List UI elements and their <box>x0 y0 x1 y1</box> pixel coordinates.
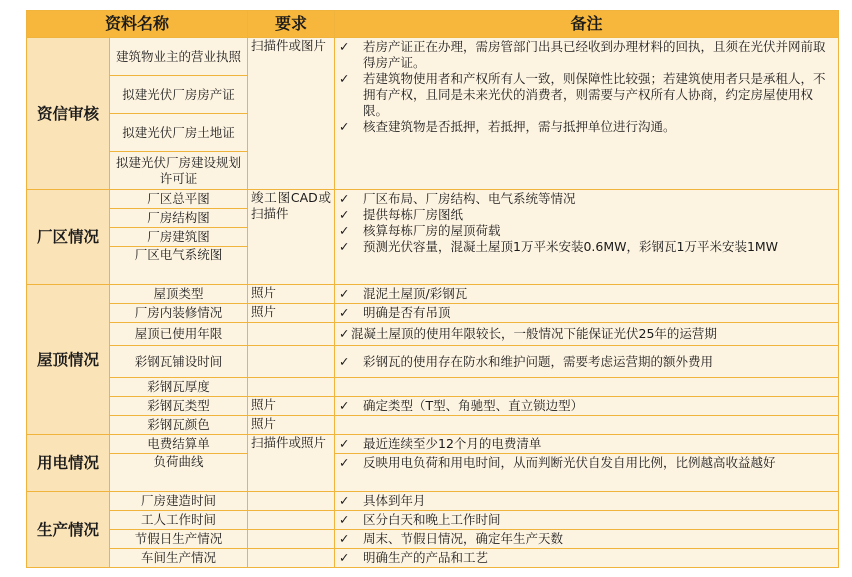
requirement-cell <box>248 549 335 568</box>
remarks-cell <box>335 285 839 304</box>
remarks-cell <box>335 323 839 346</box>
remark-line <box>339 207 832 223</box>
section-electricity: 用电情况 <box>27 435 110 492</box>
item-cell: 厂区电气系统图 <box>110 247 248 285</box>
check-mark-icon: ✓ <box>339 223 350 238</box>
table-row <box>27 323 839 346</box>
requirement-cell <box>248 378 335 397</box>
check-mark-icon: ✓ <box>339 286 350 301</box>
table-row <box>27 435 839 454</box>
item-cell: 彩钢瓦铺设时间 <box>110 346 248 378</box>
requirement-cell <box>248 530 335 549</box>
remark-line <box>339 455 832 471</box>
requirement-cell <box>248 38 335 190</box>
item-cell: 电费结算单 <box>110 435 248 454</box>
remarks-cell <box>335 346 839 378</box>
section-production: 生产情况 <box>27 492 110 568</box>
remark-line <box>339 398 832 414</box>
remark-line <box>339 286 832 302</box>
remarks-cell <box>335 454 839 492</box>
remark-line <box>339 305 832 321</box>
table-row <box>27 378 839 397</box>
check-mark-icon: ✓ <box>339 436 350 451</box>
item-cell: 车间生产情况 <box>110 549 248 568</box>
remark-line <box>339 223 832 239</box>
table-row <box>27 416 839 435</box>
remark-text: 明确是否有吊顶 <box>363 305 451 320</box>
remark-line <box>339 71 832 119</box>
remark-line <box>339 326 832 342</box>
item-cell: 拟建光伏厂房房产证 <box>110 76 248 114</box>
table-row <box>27 454 839 492</box>
item-cell: 工人工作时间 <box>110 511 248 530</box>
remark-line <box>339 239 832 255</box>
check-mark-icon: ✓ <box>339 71 350 86</box>
item-cell: 厂房内装修情况 <box>110 304 248 323</box>
check-mark-icon: ✓ <box>339 207 350 222</box>
remark-text: 核查建筑物是否抵押，若抵押，需与抵押单位进行沟通。 <box>363 119 676 134</box>
requirement-cell <box>248 346 335 378</box>
remarks-cell <box>335 397 839 416</box>
check-mark-icon: ✓ <box>339 353 350 369</box>
requirement-cell <box>248 190 335 285</box>
table-row <box>27 190 839 209</box>
remarks-cell <box>335 416 839 435</box>
check-mark-icon: ✓ <box>339 455 350 470</box>
requirement-text: 扫描件或图片 <box>251 38 327 53</box>
requirement-cell: 照片 <box>248 304 335 323</box>
item-cell: 负荷曲线 <box>110 454 248 492</box>
remark-text: 确定类型（T型、角驰型、直立锁边型） <box>363 398 584 413</box>
remark-line <box>339 191 832 207</box>
check-mark-icon: ✓ <box>339 305 350 320</box>
remark-line <box>339 119 832 135</box>
section-plant-area: 厂区情况 <box>27 190 110 285</box>
table-row <box>27 38 839 76</box>
table-row <box>27 346 839 378</box>
item-cell: 厂区总平图 <box>110 190 248 209</box>
check-mark-icon: ✓ <box>339 550 350 565</box>
item-cell: 厂房结构图 <box>110 209 248 228</box>
remark-text: 混凝土屋顶的使用年限较长，一般情况下能保证光伏25年的运营期 <box>351 326 717 341</box>
item-cell: 厂房建筑图 <box>110 228 248 247</box>
remarks-cell <box>335 492 839 511</box>
remarks-cell <box>335 378 839 397</box>
requirement-cell <box>248 323 335 346</box>
remarks-cell <box>335 435 839 454</box>
check-mark-icon: ✓ <box>339 398 350 413</box>
remark-line <box>339 493 832 509</box>
item-cell: 屋顶类型 <box>110 285 248 304</box>
remark-text: 若房产证正在办理，需房管部门出具已经收到办理材料的回执，且须在光伏并网前取得房产证。 <box>363 39 826 70</box>
remark-line <box>339 436 832 452</box>
table-row <box>27 511 839 530</box>
item-cell: 彩钢瓦厚度 <box>110 378 248 397</box>
item-cell: 节假日生产情况 <box>110 530 248 549</box>
remark-text: 区分白天和晚上工作时间 <box>363 512 501 527</box>
table-row <box>27 492 839 511</box>
remark-text: 若建筑物使用者和产权所有人一致，则保障性比较强；若建筑使用者只是承租人，不拥有产权，且同是未来光伏的消费者，则需要与产权所有人协商，约定房屋使用权限。 <box>363 71 826 118</box>
section-roof: 屋顶情况 <box>27 285 110 435</box>
check-mark-icon: ✓ <box>339 39 350 54</box>
header-document-name: 资料名称 <box>27 11 248 38</box>
remark-line <box>339 512 832 528</box>
item-cell: 拟建光伏厂房建设规划许可证 <box>110 152 248 190</box>
requirement-cell <box>248 435 335 492</box>
check-mark-icon: ✓ <box>339 191 350 206</box>
header-requirement: 要求 <box>248 11 335 38</box>
requirement-cell <box>248 492 335 511</box>
remark-text: 周末、节假日情况，确定年生产天数 <box>363 531 564 546</box>
item-cell: 厂房建造时间 <box>110 492 248 511</box>
item-cell: 屋顶已使用年限 <box>110 323 248 346</box>
table-row <box>27 304 839 323</box>
requirement-cell <box>248 511 335 530</box>
check-mark-icon: ✓ <box>339 326 350 341</box>
header-remarks: 备注 <box>335 11 839 38</box>
remark-line <box>339 354 832 370</box>
remark-text: 彩钢瓦的使用存在防水和维护问题，需要考虑运营期的额外费用 <box>363 353 714 369</box>
item-cell: 建筑物业主的营业执照 <box>110 38 248 76</box>
remarks-cell <box>335 511 839 530</box>
remark-text: 明确生产的产品和工艺 <box>363 550 489 565</box>
remarks-cell <box>335 190 839 285</box>
remark-text: 混泥土屋顶/彩钢瓦 <box>363 286 468 301</box>
table-row <box>27 549 839 568</box>
check-mark-icon: ✓ <box>339 531 350 546</box>
table-row <box>27 285 839 304</box>
remark-line <box>339 550 832 566</box>
requirement-text: 竣工图CAD或扫描件 <box>251 190 332 221</box>
remarks-cell <box>335 530 839 549</box>
section-credit-review: 资信审核 <box>27 38 110 190</box>
requirement-cell: 照片 <box>248 285 335 304</box>
remark-line <box>339 531 832 547</box>
remark-line <box>339 39 832 71</box>
remarks-cell <box>335 304 839 323</box>
remark-text: 核算每栋厂房的屋顶荷载 <box>363 223 501 238</box>
table-row <box>27 397 839 416</box>
remarks-cell <box>335 38 839 190</box>
remark-text: 厂区布局、厂房结构、电气系统等情况 <box>363 191 576 206</box>
check-mark-icon: ✓ <box>339 493 350 508</box>
item-cell: 拟建光伏厂房土地证 <box>110 114 248 152</box>
requirements-table <box>26 10 838 565</box>
remark-text: 具体到年月 <box>363 493 426 508</box>
remark-text: 反映用电负荷和用电时间，从而判断光伏自发自用比例，比例越高收益越好 <box>363 455 776 470</box>
check-mark-icon: ✓ <box>339 512 350 527</box>
header-row <box>27 11 839 38</box>
table-row <box>27 530 839 549</box>
check-mark-icon: ✓ <box>339 239 350 254</box>
check-mark-icon: ✓ <box>339 119 350 134</box>
item-cell: 彩钢瓦颜色 <box>110 416 248 435</box>
remark-text: 提供每栋厂房图纸 <box>363 207 464 222</box>
remarks-cell <box>335 549 839 568</box>
remark-text: 最近连续至少12个月的电费清单 <box>363 436 542 451</box>
remark-text: 预测光伏容量，混凝土屋顶1万平米安装0.6MW，彩钢瓦1万平米安装1MW <box>363 239 779 254</box>
requirement-cell: 照片 <box>248 397 335 416</box>
requirement-cell: 照片 <box>248 416 335 435</box>
requirement-text: 扫描件或照片 <box>251 435 327 450</box>
item-cell: 彩钢瓦类型 <box>110 397 248 416</box>
